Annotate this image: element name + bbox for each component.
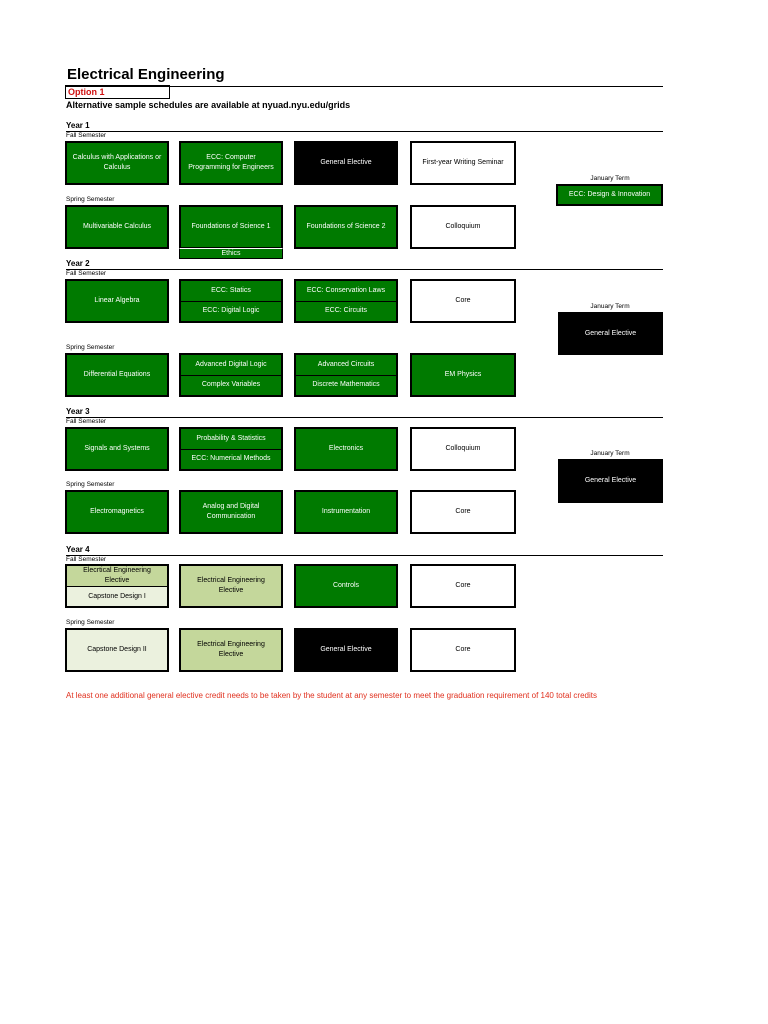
year-3-january-label: January Term [590, 450, 630, 457]
january-term-box: General Elective [558, 459, 663, 503]
year-2-label: Year 2 [66, 259, 90, 268]
course-box: Electrical Engineering Elective [179, 564, 283, 608]
course-box-split [65, 564, 169, 608]
course-cell: Probability & Statistics [196, 434, 266, 442]
course-box: Colloquium [410, 427, 516, 471]
course-box: Core [410, 279, 516, 323]
course-cell: Advanced Digital Logic [195, 360, 267, 368]
course-box-split [294, 279, 398, 323]
course-box: Analog and Digital Communication [179, 490, 283, 534]
ethics-box: Ethics [179, 248, 283, 259]
course-cell: Discrete Mathematics [296, 375, 396, 396]
year-3-spring-label: Spring Semester [66, 481, 115, 488]
course-box: Signals and Systems [65, 427, 169, 471]
course-box: Calculus with Applications or Calculus [65, 141, 169, 185]
year-2-january-label: January Term [590, 303, 630, 310]
course-box-split [294, 353, 398, 397]
year-4-fall-label: Fall Semester [66, 556, 107, 563]
course-cell: Complex Variables [181, 375, 281, 396]
year-2-spring-label: Spring Semester [66, 344, 115, 351]
alternative-schedules-note: Alternative sample schedules are available at nyuad.nyu.edu/grids [66, 100, 351, 110]
course-box: General Elective [294, 141, 398, 185]
course-box: First-year Writing Seminar [410, 141, 516, 185]
course-box: Core [410, 490, 516, 534]
course-box: Controls [294, 564, 398, 608]
course-box: Instrumentation [294, 490, 398, 534]
course-box: Colloquium [410, 205, 516, 249]
course-cell: ECC: Statics [211, 286, 251, 294]
course-cell: Advanced Circuits [317, 360, 375, 368]
course-box-split [179, 427, 283, 471]
course-box-split [179, 279, 283, 323]
year-4-spring-label: Spring Semester [66, 619, 115, 626]
year-1-spring-label: Spring Semester [66, 196, 115, 203]
course-box: Electromagnetics [65, 490, 169, 534]
credit-requirement-note: At least one additional general elective credit needs to be taken by the student at any semester to meet the graduation requirement of 140 total credits [66, 691, 597, 700]
year-1-january-label: January Term [590, 175, 630, 182]
course-box: General Elective [294, 628, 398, 672]
year-3-fall-label: Fall Semester [66, 418, 107, 425]
year-4-rule [66, 555, 663, 556]
january-term-box: ECC: Design & Innovation [556, 184, 663, 206]
course-box: Capstone Design II [65, 628, 169, 672]
year-2-fall-label: Fall Semester [66, 270, 107, 277]
course-box: Differential Equations [65, 353, 169, 397]
option-label: Option 1 [65, 85, 170, 99]
course-box: Foundations of Science 1 [179, 205, 283, 249]
january-term-box: General Elective [558, 312, 663, 355]
year-1-fall-label: Fall Semester [66, 132, 107, 139]
course-box-split [179, 353, 283, 397]
course-box: EM Physics [410, 353, 516, 397]
course-box: Core [410, 564, 516, 608]
year-2-rule [66, 269, 663, 270]
course-box: Linear Algebra [65, 279, 169, 323]
course-box: ECC: Computer Programming for Engineers [179, 141, 283, 185]
course-cell: Capstone Design I [67, 586, 167, 606]
course-box: Electronics [294, 427, 398, 471]
course-box: Core [410, 628, 516, 672]
course-box: Foundations of Science 2 [294, 205, 398, 249]
course-box: Multivariable Calculus [65, 205, 169, 249]
course-box: Electrical Engineering Elective [179, 628, 283, 672]
course-cell: ECC: Digital Logic [181, 301, 281, 322]
page-title: Electrical Engineering [67, 66, 225, 83]
year-4-label: Year 4 [66, 545, 90, 554]
course-cell: Elecrtical Engineering Elective [67, 566, 167, 586]
course-cell: ECC: Circuits [296, 301, 396, 322]
year-3-label: Year 3 [66, 407, 90, 416]
course-cell: ECC: Numerical Methods [181, 449, 281, 470]
year-3-rule [66, 417, 663, 418]
year-1-label: Year 1 [66, 121, 90, 130]
year-1-rule [66, 131, 663, 132]
course-cell: ECC: Conservation Laws [306, 286, 386, 294]
